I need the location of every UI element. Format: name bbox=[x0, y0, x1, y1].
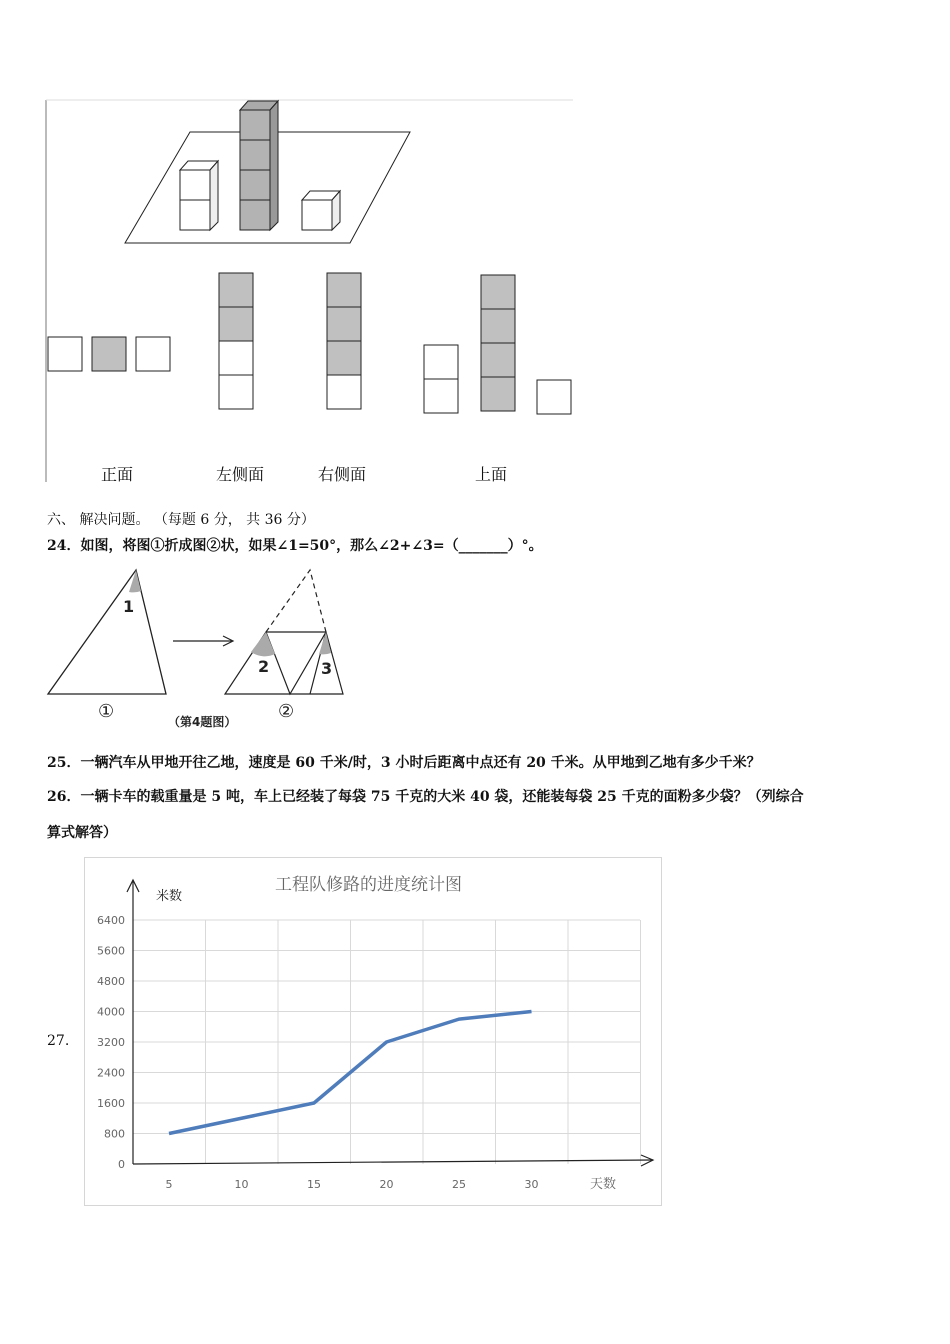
question-26-line1: 26．一辆卡车的载重量是 5 吨，车上已经装了每袋 75 千克的大米 40 袋，还能装每袋 25 千克的面粉多少袋？（列综合 bbox=[47, 789, 804, 805]
three-views-figure bbox=[40, 95, 580, 490]
x-tick-label: 15 bbox=[307, 1178, 321, 1191]
chart-title: 工程队修路的进度统计图 bbox=[275, 875, 462, 895]
angle-2-label: 2 bbox=[258, 657, 270, 676]
angle-3-label: 3 bbox=[321, 659, 333, 678]
y-tick-label: 6400 bbox=[97, 914, 125, 927]
x-tick-label: 25 bbox=[452, 1178, 466, 1191]
label-front-view: 正面 bbox=[101, 465, 134, 484]
x-axis-label: 天数 bbox=[590, 1177, 617, 1192]
x-tick-label: 30 bbox=[524, 1178, 539, 1191]
x-tick-label: 10 bbox=[234, 1178, 249, 1191]
circle-label-1: ① bbox=[98, 701, 115, 722]
label-left-side-view: 左侧面 bbox=[216, 465, 265, 484]
question-27-number: 27. bbox=[47, 1033, 70, 1049]
y-tick-label: 4000 bbox=[97, 1005, 125, 1019]
tall-cube-stack bbox=[240, 101, 278, 230]
y-tick-label: 5600 bbox=[97, 944, 125, 958]
single-cube bbox=[302, 191, 340, 230]
x-axis bbox=[133, 1160, 653, 1164]
top-view bbox=[424, 275, 571, 414]
y-tick-label: 1600 bbox=[97, 1097, 125, 1110]
section-heading: 六、 解决问题。 （每题 6 分， 共 36 分） bbox=[47, 512, 315, 528]
question-24: 24．如图，将图①折成图②状，如果∠1=50°，那么∠2+∠3=（_______）°。 bbox=[47, 538, 543, 554]
fold-figure bbox=[40, 562, 360, 732]
front-view bbox=[48, 337, 170, 371]
y-tick-label: 0 bbox=[118, 1158, 125, 1171]
x-tick-label: 5 bbox=[165, 1178, 173, 1191]
figure-caption: （第4题图） bbox=[168, 715, 237, 729]
triangle-1 bbox=[48, 570, 166, 694]
left-side-view bbox=[219, 273, 253, 409]
y-tick-label: 800 bbox=[104, 1127, 125, 1141]
right-side-view bbox=[327, 273, 361, 409]
x-tick-label: 20 bbox=[379, 1178, 394, 1191]
y-tick-label: 4800 bbox=[97, 975, 125, 988]
question-26-line2: 算式解答） bbox=[47, 825, 117, 841]
question-25: 25．一辆汽车从甲地开往乙地，速度是 60 千米/时，3 小时后距离中点还有 20 千米。从甲地到乙地有多少千米？ bbox=[47, 755, 761, 771]
circle-label-2: ② bbox=[278, 701, 295, 722]
y-tick-label: 2400 bbox=[97, 1066, 125, 1080]
label-top-view: 上面 bbox=[475, 465, 508, 484]
left-cube-stack bbox=[180, 161, 218, 230]
label-right-side-view: 右侧面 bbox=[318, 465, 367, 484]
y-axis-label: 米数 bbox=[156, 889, 183, 904]
y-tick-label: 3200 bbox=[97, 1036, 125, 1049]
angle-1-label: 1 bbox=[123, 597, 135, 616]
progress-line-chart bbox=[84, 857, 662, 1206]
